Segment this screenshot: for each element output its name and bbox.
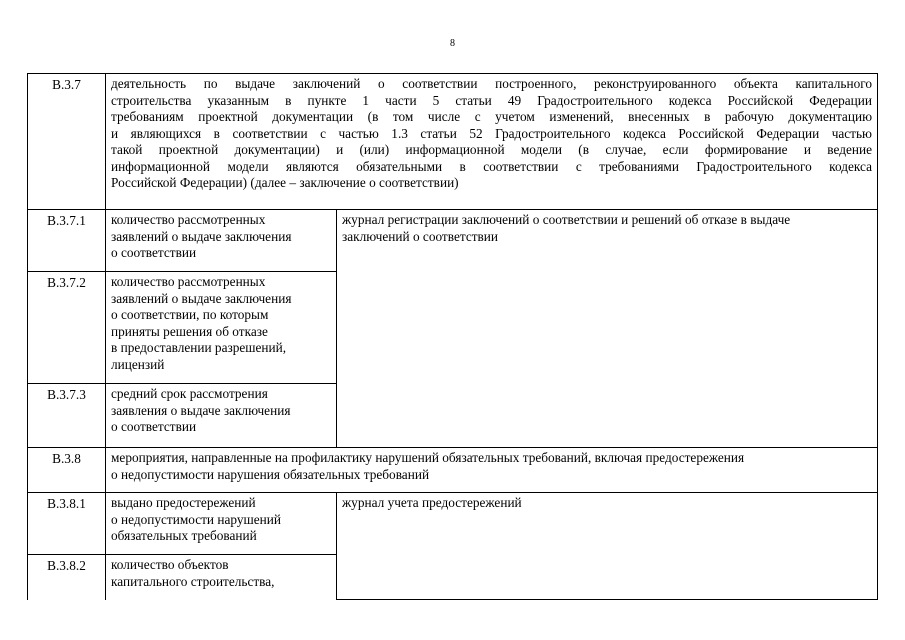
table-row (28, 448, 878, 493)
row-description (106, 74, 878, 210)
indicator-name: количество рассмотренных заявлений о выдаче заключения о соответствии, по которым приняты решения об отказе в предоставлении разрешений, лицензий (106, 272, 337, 384)
indicator-name: средний срок рассмотрения заявления о выдаче заключения о соответствии (106, 384, 337, 448)
row-code: В.3.7.1 (28, 210, 106, 272)
description-line: информационной модели являются обязательными в соответствии с требованиями Градостроительного кодекса (111, 158, 872, 174)
description-line: такой проектной документации) и (или) информационной модели (в случае, если формирование и ведение (111, 142, 872, 157)
row-code: В.3.8.1 (28, 493, 106, 555)
description-line: деятельность по выдаче заключений о соответствии построенного, реконструированного объекта капитального (111, 76, 872, 91)
row-code: В.3.7.2 (28, 272, 106, 384)
data-source: журнал регистрации заключений о соответствии и решений об отказе в выдаче заключений о соответствии (337, 210, 878, 448)
description-line: и являющихся в соответствии с частью 1.3 статьи 52 Градостроительного кодекса Российской Федерации частью (111, 125, 872, 141)
description-line: Российской Федерации) (далее – заключение о соответствии) (111, 175, 459, 190)
description-line: требованиям проектной документации (в том числе с учетом изменений, внесенных в рабочую документацию (111, 109, 872, 124)
row-code: В.3.8.2 (28, 555, 106, 600)
data-source: журнал учета предостережений (337, 493, 878, 600)
indicator-name: количество объектов капитального строительства, (106, 555, 337, 600)
table-row (28, 210, 878, 272)
page-number: 8 (450, 38, 455, 49)
row-code: В.3.8 (28, 448, 106, 493)
row-code: В.3.7 (28, 74, 106, 210)
row-code: В.3.7.3 (28, 384, 106, 448)
table-row (28, 493, 878, 555)
indicators-table (27, 73, 878, 600)
table-row (28, 74, 878, 210)
row-description: мероприятия, направленные на профилактику нарушений обязательных требований, включая предостережения о недопустимости нарушения обязательных требований (106, 448, 878, 493)
indicator-name: количество рассмотренных заявлений о выдаче заключения о соответствии (106, 210, 337, 272)
indicator-name: выдано предостережений о недопустимости нарушений обязательных требований (106, 493, 337, 555)
description-line: строительства указанным в пункте 1 части 5 статьи 49 Градостроительного кодекса Российской Федерации (111, 92, 872, 108)
